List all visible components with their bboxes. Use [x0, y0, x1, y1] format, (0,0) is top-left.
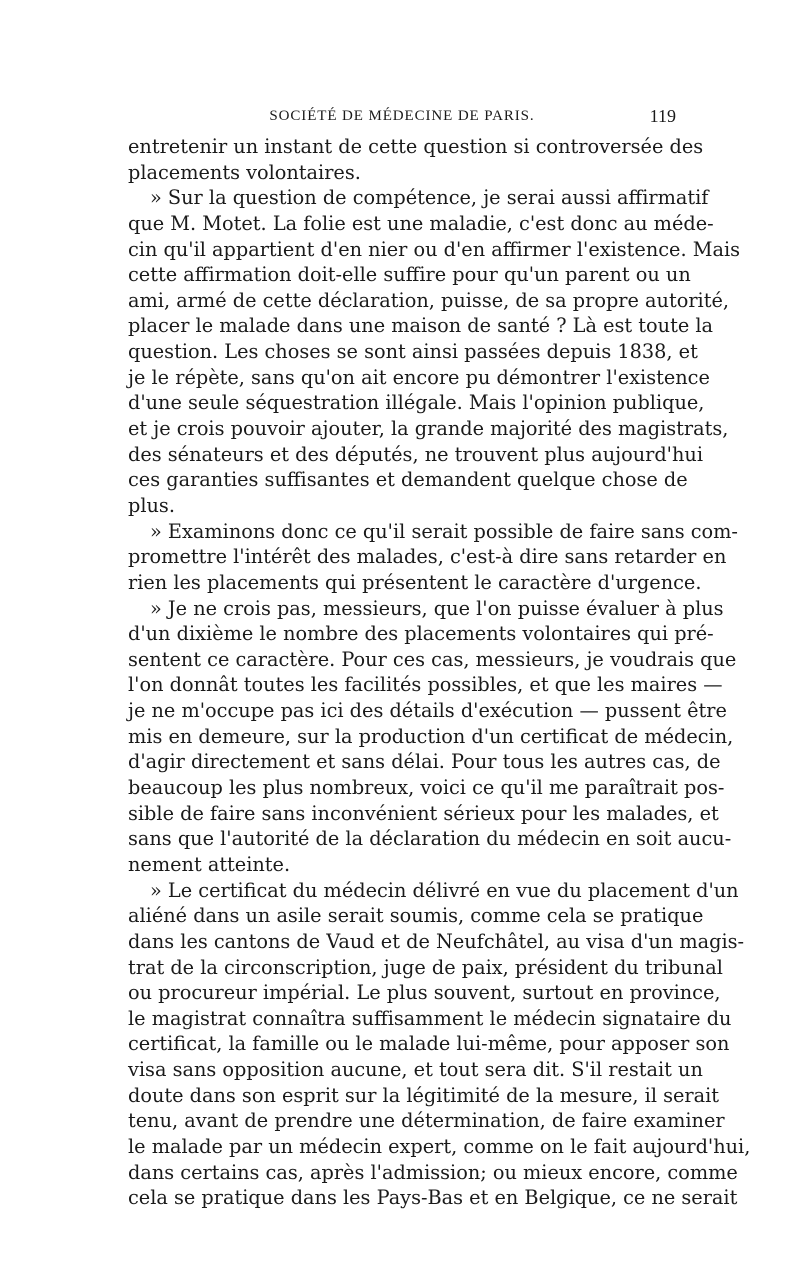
text-line: visa sans opposition aucune, et tout sera dit. S'il restait un [128, 1058, 703, 1082]
text-line: que M. Motet. La folie est une maladie, c'est donc au méde- [128, 211, 714, 235]
text-line: des sénateurs et des députés, ne trouvent plus aujourd'hui [128, 442, 703, 466]
text-line: d'un dixième le nombre des placements volontaires qui pré- [128, 622, 714, 646]
text-line: entretenir un instant de cette question si controversée des [128, 135, 704, 158]
text-line: le magistrat connaîtra suffisamment le médecin signataire du [128, 1006, 732, 1030]
text-line: ami, armé de cette déclaration, puisse, de sa propre autorité, [128, 288, 729, 312]
text-line: question. Les choses se sont ainsi passées depuis 1838, et [128, 340, 698, 364]
text-line: sans que l'autorité de la déclaration du médecin en soit aucu- [128, 827, 732, 851]
text-line: le malade par un médecin expert, comme on le fait aujourd'hui, [128, 1134, 751, 1158]
text-line: dans les cantons de Vaud et de Neufchâtel, au visa d'un magis- [128, 929, 745, 953]
text-line: d'une seule séquestration illégale. Mais l'opinion publique, [128, 391, 705, 415]
text-line: plus. [128, 493, 175, 517]
text-line: je le répète, sans qu'on ait encore pu démontrer l'existence [128, 365, 710, 389]
text-line: je ne m'occupe pas ici des détails d'exécution — pussent être [128, 699, 727, 723]
text-line: cin qu'il appartient d'en nier ou d'en affirmer l'existence. Mais [128, 237, 741, 261]
text-line: cela se pratique dans les Pays-Bas et en Belgique, ce ne serait [128, 1186, 738, 1210]
text-line: » Le certificat du médecin délivré en vue du placement d'un [150, 878, 739, 902]
text-line: trat de la circonscription, juge de paix, président du tribunal [128, 955, 723, 979]
text-line: ou procureur impérial. Le plus souvent, surtout en province, [128, 981, 721, 1005]
text-line: l'on donnât toutes les facilités possibles, et que les maires — [128, 673, 723, 697]
text-line: sible de faire sans inconvénient sérieux pour les malades, et [128, 801, 719, 825]
page-number: 119 [649, 106, 676, 126]
text-line: sentent ce caractère. Pour ces cas, messieurs, je voudrais que [128, 647, 737, 671]
text-line: beaucoup les plus nombreux, voici ce qu'il me paraîtrait pos- [128, 776, 725, 800]
text-line: promettre l'intérêt des malades, c'est-à dire sans retarder en [128, 545, 727, 569]
text-line: dans certains cas, après l'admission; ou mieux encore, comme [128, 1160, 738, 1184]
text-line: certificat, la famille ou le malade lui-même, pour apposer son [128, 1032, 730, 1056]
text-line: mis en demeure, sur la production d'un certificat de médecin, [128, 724, 734, 748]
body-text [128, 134, 751, 1211]
text-line: rien les placements qui présentent le caractère d'urgence. [128, 570, 702, 594]
text-line: nement atteinte. [128, 852, 291, 876]
running-head [128, 104, 676, 128]
text-line: ces garanties suffisantes et demandent quelque chose de [128, 468, 688, 492]
text-line: aliéné dans un asile serait soumis, comme cela se pratique [128, 904, 704, 928]
text-line: d'agir directement et sans délai. Pour tous les autres cas, de [128, 750, 721, 774]
text-line: doute dans son esprit sur la légitimité de la mesure, il serait [128, 1083, 720, 1107]
text-line: placements volontaires. [128, 160, 361, 184]
text-line: » Examinons donc ce qu'il serait possible de faire sans com- [150, 519, 738, 543]
text-line: » Je ne crois pas, messieurs, que l'on puisse évaluer à plus [150, 596, 724, 620]
text-line: tenu, avant de prendre une détermination, de faire examiner [128, 1109, 725, 1133]
text-line: et je crois pouvoir ajouter, la grande majorité des magistrats, [128, 417, 729, 441]
text-line: placer le malade dans une maison de santé ? Là est toute la [128, 314, 714, 338]
text-line: » Sur la question de compétence, je serai aussi affirmatif [150, 186, 709, 210]
text-line: cette affirmation doit-elle suffire pour qu'un parent ou un [128, 263, 691, 287]
running-title: SOCIÉTÉ DE MÉDECINE DE PARIS. [269, 108, 535, 124]
